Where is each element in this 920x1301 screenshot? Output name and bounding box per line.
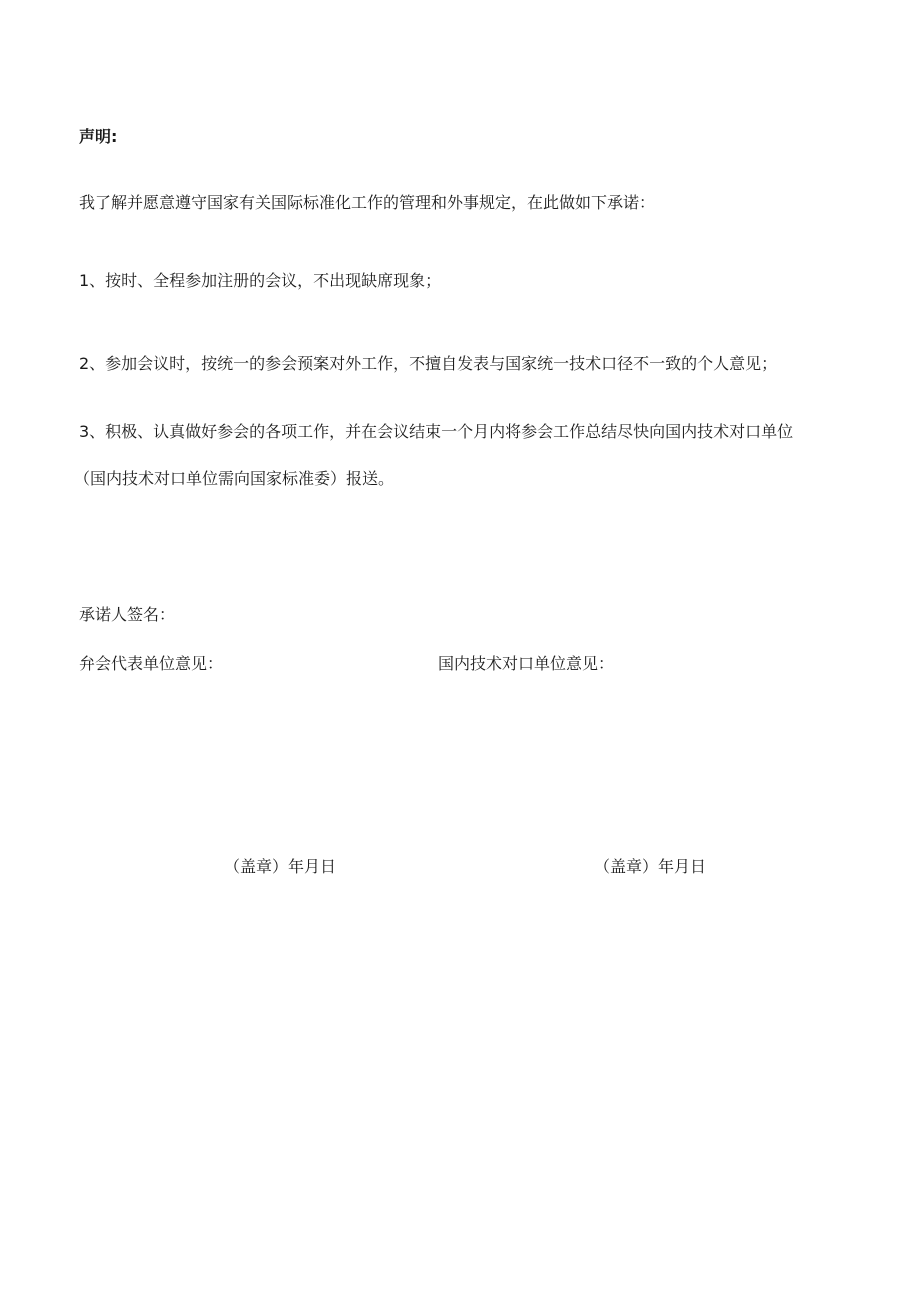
commitment-item-3: 3、积极、认真做好参会的各项工作，并在会议结束一个月内将参会工作总结尽快向国内技术对口单位 (79, 422, 794, 441)
left-stamp-date: （盖章）年月日 (224, 857, 337, 876)
commitment-item-3-continuation: （国内技术对口单位需向国家标准委）报送。 (74, 469, 395, 488)
declaration-heading: 声明: (79, 127, 118, 146)
promisor-signature-label: 承诺人签名： (79, 605, 176, 624)
right-stamp-date: （盖章）年月日 (594, 857, 707, 876)
commitment-item-1: 1、按时、全程参加注册的会议，不出现缺席现象； (79, 271, 442, 290)
delegate-unit-opinion-label: 弁会代表单位意见： (79, 654, 224, 673)
domestic-unit-opinion-label: 国内技术对口单位意见： (438, 654, 615, 673)
commitment-item-2: 2、参加会议时，按统一的参会预案对外工作，不擅自发表与国家统一技术口径不一致的个人意见； (79, 354, 778, 373)
declaration-intro: 我了解并愿意遵守国家有关国际标准化工作的管理和外事规定，在此做如下承诺： (79, 193, 656, 212)
